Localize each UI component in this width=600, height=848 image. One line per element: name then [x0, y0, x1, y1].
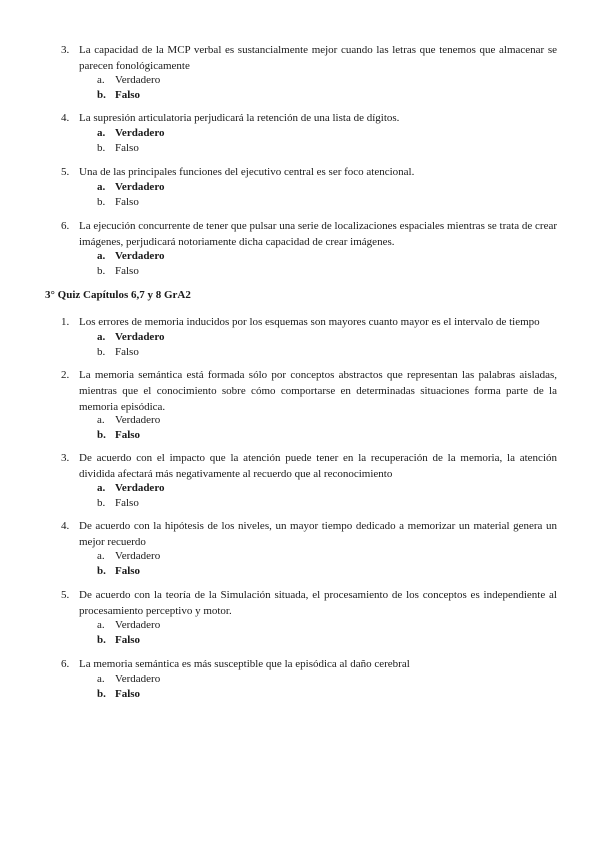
- option-b: [97, 495, 139, 511]
- option-label: Falso: [115, 89, 141, 101]
- option-letter: b.: [97, 634, 106, 646]
- question-number: 4.: [61, 520, 70, 532]
- option-letter: a.: [97, 250, 106, 262]
- option-b-correct: [97, 563, 140, 579]
- option-label: Falso: [115, 634, 141, 646]
- question-text: Los errores de memoria inducidos por los esquemas son mayores cuanto mayor es el intervalo de tiempo: [79, 316, 540, 328]
- option-label: Falso: [115, 142, 139, 154]
- option-a: [97, 72, 160, 88]
- option-label: Verdadero: [115, 181, 165, 193]
- option-letter: a.: [97, 550, 105, 562]
- question-text: Una de las principales funciones del ejecutivo central es ser foco atencional.: [79, 166, 415, 178]
- option-a-correct: [97, 125, 165, 141]
- option-a-correct: [97, 179, 165, 195]
- option-label: Verdadero: [115, 619, 161, 631]
- option-b-correct: [97, 632, 140, 648]
- question-text: De acuerdo con la teoría de la Simulación situada, el procesamiento de los conceptos es independiente al procesamiento perceptivo y motor.: [79, 589, 557, 617]
- question-number: 3.: [61, 452, 70, 464]
- option-b-correct: [97, 686, 140, 702]
- option-letter: b.: [97, 89, 106, 101]
- question-number: 4.: [61, 112, 70, 124]
- option-letter: a.: [97, 482, 106, 494]
- option-label: Falso: [115, 346, 139, 358]
- option-letter: b.: [97, 565, 106, 577]
- option-letter: a.: [97, 127, 106, 139]
- option-letter: b.: [97, 688, 106, 700]
- question-number: 5.: [61, 589, 70, 601]
- option-b-correct: [97, 427, 140, 443]
- option-label: Verdadero: [115, 673, 161, 685]
- option-label: Verdadero: [115, 482, 165, 494]
- option-b: [97, 194, 139, 210]
- question-number: 6.: [61, 658, 70, 670]
- option-letter: b.: [97, 196, 106, 208]
- option-letter: a.: [97, 619, 105, 631]
- option-letter: a.: [97, 673, 105, 685]
- option-label: Falso: [115, 265, 139, 277]
- option-letter: b.: [97, 497, 106, 509]
- option-letter: b.: [97, 429, 106, 441]
- option-a: [97, 412, 160, 428]
- question-number: 2.: [61, 369, 70, 381]
- question-number: 5.: [61, 166, 70, 178]
- option-b: [97, 263, 139, 279]
- option-b-correct: [97, 87, 140, 103]
- option-letter: a.: [97, 74, 105, 86]
- option-label: Falso: [115, 429, 141, 441]
- option-a: [97, 671, 160, 687]
- option-label: Falso: [115, 497, 139, 509]
- option-letter: b.: [97, 265, 106, 277]
- option-a-correct: [97, 248, 165, 264]
- question-text: La memoria semántica es más susceptible que la episódica al daño cerebral: [79, 658, 410, 670]
- option-letter: a.: [97, 331, 106, 343]
- option-label: Falso: [115, 565, 141, 577]
- question-text: La ejecución concurrente de tener que pulsar una serie de localizaciones espaciales mientras se trata de crear imágenes, perjudicará notoriamente dicha capacidad de crear imágenes.: [79, 220, 557, 248]
- option-label: Verdadero: [115, 74, 161, 86]
- question-number: 1.: [61, 316, 70, 328]
- option-letter: a.: [97, 414, 105, 426]
- section-heading: 3° Quiz Capítulos 6,7 y 8 GrA2: [45, 289, 191, 301]
- option-letter: b.: [97, 142, 106, 154]
- question-text: La supresión articulatoria perjudicará la retención de una lista de dígitos.: [79, 112, 400, 124]
- option-a-correct: [97, 480, 165, 496]
- option-b: [97, 140, 139, 156]
- question-text: La capacidad de la MCP verbal es sustancialmente mejor cuando las letras que tenemos que almacenar se parecen fonológicamente: [79, 44, 557, 72]
- option-label: Falso: [115, 688, 141, 700]
- option-label: Verdadero: [115, 331, 165, 343]
- question-text: De acuerdo con la hipótesis de los niveles, un mayor tiempo dedicado a memorizar un material genera un mejor recuerdo: [79, 520, 557, 548]
- option-letter: b.: [97, 346, 106, 358]
- option-letter: a.: [97, 181, 106, 193]
- question-text: La memoria semántica está formada sólo por conceptos abstractos que representan las palabras aisladas, mientras que el conocimiento sobre cómo comportarse en determinadas situaciones forma parte de la memoria episódica.: [79, 369, 557, 413]
- option-label: Verdadero: [115, 250, 165, 262]
- option-label: Verdadero: [115, 550, 161, 562]
- option-a: [97, 548, 160, 564]
- question-text: De acuerdo con el impacto que la atención puede tener en la recuperación de la memoria, la atención dividida afectará más negativamente al recuerdo que al reconocimiento: [79, 452, 557, 480]
- question-number: 6.: [61, 220, 70, 232]
- option-label: Falso: [115, 196, 139, 208]
- option-label: Verdadero: [115, 414, 161, 426]
- option-b: [97, 344, 139, 360]
- option-a: [97, 617, 160, 633]
- option-label: Verdadero: [115, 127, 165, 139]
- option-a-correct: [97, 329, 165, 345]
- question-number: 3.: [61, 44, 70, 56]
